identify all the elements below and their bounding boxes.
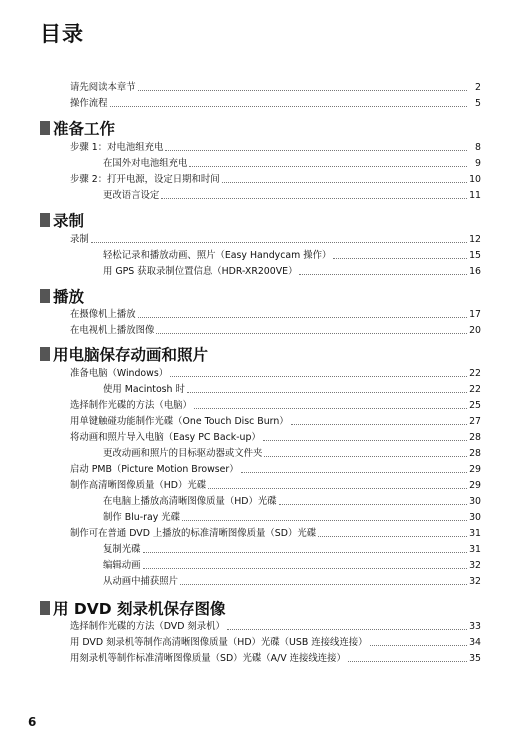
dot-leader <box>279 504 467 505</box>
dot-leader <box>333 258 467 259</box>
toc-entry-label: 复制光碟 <box>103 544 141 555</box>
section-heading <box>40 210 84 230</box>
toc-entry[interactable] <box>70 172 481 186</box>
toc-entry-label: 从动画中捕获照片 <box>103 576 179 587</box>
toc-entry-page: 31 <box>469 544 481 555</box>
toc-entry-label: 选择制作光碟的方法（DVD 刻录机） <box>70 621 225 632</box>
dot-leader <box>138 317 467 318</box>
section-heading <box>40 118 115 138</box>
dot-leader <box>291 424 467 425</box>
page-number: 6 <box>28 715 37 729</box>
section-heading <box>40 344 208 364</box>
dot-leader <box>241 472 467 473</box>
section-marker <box>40 289 50 303</box>
toc-entry-page: 32 <box>469 560 481 571</box>
toc-entry[interactable] <box>70 635 481 649</box>
section-title: 用电脑保存动画和照片 <box>53 346 209 364</box>
toc-entry[interactable] <box>70 619 481 633</box>
section-title: 准备工作 <box>53 120 116 138</box>
dot-leader <box>348 661 467 662</box>
toc-entry-page: 30 <box>469 512 481 523</box>
dot-leader <box>91 242 467 243</box>
section-marker <box>40 121 50 135</box>
toc-entry-page: 31 <box>469 528 481 539</box>
toc-entry-page: 28 <box>469 432 481 443</box>
toc-subentry[interactable] <box>103 494 481 508</box>
toc-entry-page: 35 <box>469 653 481 664</box>
toc-entry-page: 11 <box>469 190 481 201</box>
toc-subentry[interactable] <box>103 558 481 572</box>
toc-entry-label: 在电视机上播放图像 <box>70 325 155 336</box>
toc-entry[interactable] <box>70 80 481 94</box>
toc-entry-label: 更改语言设定 <box>103 190 160 201</box>
toc-entry-page: 22 <box>469 368 481 379</box>
toc-entry-label: 录制 <box>70 234 89 245</box>
section-heading <box>40 598 226 618</box>
toc-entry-page: 5 <box>475 98 481 109</box>
dot-leader <box>189 166 467 167</box>
toc-entry-page: 2 <box>475 82 481 93</box>
toc-entry[interactable] <box>70 307 481 321</box>
toc-entry[interactable] <box>70 232 481 246</box>
toc-entry-label: 在电脑上播放高清晰图像质量（HD）光碟 <box>103 496 277 507</box>
toc-subentry[interactable] <box>103 264 481 278</box>
dot-leader <box>182 520 467 521</box>
toc-entry[interactable] <box>70 323 481 337</box>
toc-entry-label: 选择制作光碟的方法（电脑） <box>70 400 192 411</box>
toc-entry-label: 用单键触碰功能制作光碟（One Touch Disc Burn） <box>70 416 289 427</box>
dot-leader <box>299 274 467 275</box>
section-marker <box>40 347 50 361</box>
toc-entry[interactable] <box>70 651 481 665</box>
dot-leader <box>222 182 467 183</box>
toc-entry-label: 更改动画和照片的目标驱动器或文件夹 <box>103 448 263 459</box>
toc-entry-label: 在摄像机上播放 <box>70 309 136 320</box>
toc-entry-label: 步骤 2：打开电源，设定日期和时间 <box>70 174 220 185</box>
section-title: 录制 <box>53 212 85 230</box>
toc-entry-page: 8 <box>475 142 481 153</box>
toc-entry-page: 10 <box>469 174 481 185</box>
dot-leader <box>170 376 467 377</box>
toc-subentry[interactable] <box>103 574 481 588</box>
toc-entry[interactable] <box>70 430 481 444</box>
toc-entry-label: 在国外对电池组充电 <box>103 158 188 169</box>
dot-leader <box>143 552 467 553</box>
dot-leader <box>264 456 467 457</box>
dot-leader <box>165 150 467 151</box>
dot-leader <box>194 408 467 409</box>
dot-leader <box>110 106 467 107</box>
toc-subentry[interactable] <box>103 446 481 460</box>
toc-entry-label: 操作流程 <box>70 98 108 109</box>
toc-entry[interactable] <box>70 478 481 492</box>
toc-subentry[interactable] <box>103 188 481 202</box>
toc-entry-page: 20 <box>469 325 481 336</box>
toc-entry-label: 使用 Macintosh 时 <box>103 384 185 395</box>
toc-entry-label: 启动 PMB（Picture Motion Browser） <box>70 464 239 475</box>
toc-entry-page: 32 <box>469 576 481 587</box>
toc-entry-page: 15 <box>469 250 481 261</box>
toc-subentry[interactable] <box>103 382 481 396</box>
page-title: 目录 <box>40 22 84 46</box>
toc-entry-label: 制作可在普通 DVD 上播放的标准清晰图像质量（SD）光碟 <box>70 528 317 539</box>
toc-entry-label: 轻松记录和播放动画、照片（Easy Handycam 操作） <box>103 250 332 261</box>
toc-entry[interactable] <box>70 526 481 540</box>
toc-entry-page: 17 <box>469 309 481 320</box>
dot-leader <box>263 440 467 441</box>
toc-entry-page: 9 <box>475 158 481 169</box>
toc-entry-page: 29 <box>469 464 481 475</box>
toc-entry-page: 33 <box>469 621 481 632</box>
toc-entry-label: 编辑动画 <box>103 560 141 571</box>
toc-entry-page: 30 <box>469 496 481 507</box>
dot-leader <box>318 536 467 537</box>
toc-entry-page: 29 <box>469 480 481 491</box>
dot-leader <box>187 392 467 393</box>
toc-entry[interactable] <box>70 140 481 154</box>
toc-entry-page: 34 <box>469 637 481 648</box>
toc-entry-page: 22 <box>469 384 481 395</box>
toc-subentry[interactable] <box>103 510 481 524</box>
toc-entry-label: 请先阅读本章节 <box>70 82 136 93</box>
section-marker <box>40 601 50 615</box>
toc-entry[interactable] <box>70 414 481 428</box>
toc-entry-page: 12 <box>469 234 481 245</box>
toc-entry[interactable] <box>70 366 481 380</box>
toc-entry[interactable] <box>70 96 481 110</box>
toc-entry-label: 准备电脑（Windows） <box>70 368 169 379</box>
toc-entry-page: 27 <box>469 416 481 427</box>
toc-entry[interactable] <box>70 462 481 476</box>
toc-subentry[interactable] <box>103 156 481 170</box>
toc-entry-label: 用刻录机等制作标准清晰图像质量（SD）光碟（A/V 连接线连接） <box>70 653 346 664</box>
dot-leader <box>156 333 467 334</box>
toc-entry[interactable] <box>70 398 481 412</box>
toc-entry-page: 16 <box>469 266 481 277</box>
toc-entry-page: 25 <box>469 400 481 411</box>
dot-leader <box>161 198 467 199</box>
toc-entry-label: 制作 Blu-ray 光碟 <box>103 512 180 523</box>
dot-leader <box>370 645 467 646</box>
dot-leader <box>138 90 467 91</box>
section-heading <box>40 286 84 306</box>
toc-entry-page: 28 <box>469 448 481 459</box>
dot-leader <box>180 584 467 585</box>
toc-entry-label: 制作高清晰图像质量（HD）光碟 <box>70 480 207 491</box>
dot-leader <box>143 568 467 569</box>
toc-entry-label: 用 DVD 刻录机等制作高清晰图像质量（HD）光碟（USB 连接线连接） <box>70 637 368 648</box>
section-marker <box>40 213 50 227</box>
toc-subentry[interactable] <box>103 542 481 556</box>
section-title: 播放 <box>53 288 85 306</box>
toc-entry-label: 用 GPS 获取录制位置信息（HDR-XR200VE） <box>103 266 298 277</box>
section-title: 用 DVD 刻录机保存图像 <box>53 600 226 618</box>
dot-leader <box>227 629 467 630</box>
dot-leader <box>208 488 467 489</box>
toc-entry-label: 步骤 1：对电池组充电 <box>70 142 164 153</box>
toc-subentry[interactable] <box>103 248 481 262</box>
toc-entry-label: 将动画和照片导入电脑（Easy PC Back-up） <box>70 432 261 443</box>
